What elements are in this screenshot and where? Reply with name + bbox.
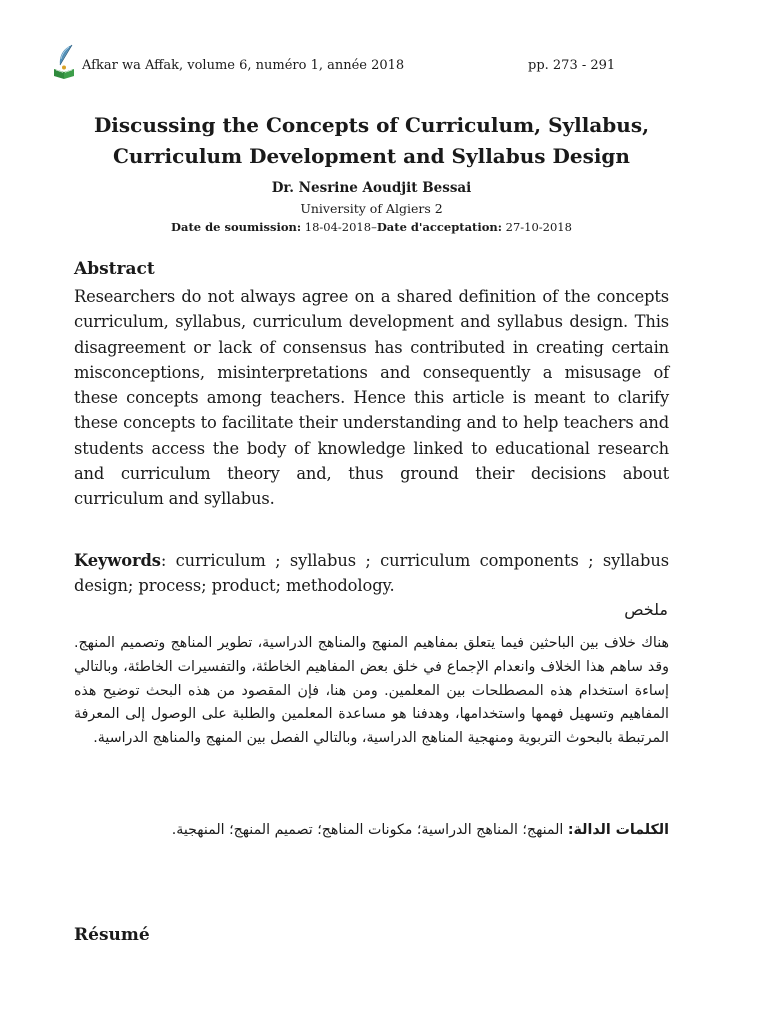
submission-label: Date de soumission:: [171, 220, 302, 234]
running-header: [52, 44, 632, 80]
resume-heading: Résumé: [74, 925, 150, 945]
submission-date: 18-04-2018: [304, 220, 372, 234]
arabic-keywords-label: الكلمات الدالة:: [567, 822, 669, 838]
arabic-keywords: [74, 818, 669, 842]
author-affiliation: University of Algiers 2: [300, 201, 443, 216]
dates-separator: –: [371, 220, 377, 234]
arabic-keywords-list: المنهج؛ المناهج الدراسية؛ مكونات المناهج؛ تصميم المنهج؛ المنهجية.: [171, 822, 568, 838]
acceptance-label: Date d'acceptation:: [376, 220, 502, 234]
keywords-label: Keywords: [74, 551, 161, 570]
article-title: Discussing the Concepts of Curriculum, Syllabus, Curriculum Development and Syllabus Design: [93, 113, 650, 168]
keywords: [74, 548, 669, 599]
journal-reference: Afkar wa Affak, volume 6, numéro 1, année 2018: [82, 58, 405, 73]
keywords-list: : curriculum ; syllabus ; curriculum components ; syllabus design; process; product; methodology.: [74, 551, 669, 596]
author-name: Dr. Nesrine Aoudjit Bessai: [271, 180, 472, 196]
abstract-heading: Abstract: [74, 259, 155, 279]
page-range: pp. 273 - 291: [528, 58, 616, 73]
journal-logo-icon: [52, 44, 78, 80]
arabic-abstract-body: هناك خلاف بين الباحثين فيما يتعلق بمفاهيم المنهج والمناهج الدراسية، تطوير المناهج وتصميم المنهج. وقد ساهم هذا الخلاف وانعدام الإجماع في خلق بعض المفاهيم الخاطئة، والتفسيرات الخاطئة، وبالتالي إساءة استخدام هذه المصطلحات بين المعلمين. ومن هنا، فإن المقصود من هذه البحث توضيح هذه المفاهيم وتسهيل فهمها واستخدامها، وهدفنا هو مساعدة المعلمين والطلبة على الوصول إلى المعرفة المرتبطة بالبحوث التربوية ومنهجية المناهج الدراسية، وبالتالي الفصل بين المنهج والمناهج الدراسية.: [74, 635, 669, 747]
acceptance-date: 27-10-2018: [505, 220, 572, 234]
submission-dates: [74, 220, 669, 234]
abstract-body: Researchers do not always agree on a shared definition of the concepts curriculum, syllabus, curriculum development and syllabus design. This disagreement or lack of consensus has contributed in creating certain misconceptions, misinterpretations and consequently a misusage of these concepts among teachers. Hence this article is meant to clarify these concepts to facilitate their understanding and to help teachers and students access the body of knowledge linked to educational research and curriculum theory and, thus ground their decisions about curriculum and syllabus.: [74, 287, 669, 509]
arabic-abstract-heading: ملخص: [624, 600, 668, 619]
